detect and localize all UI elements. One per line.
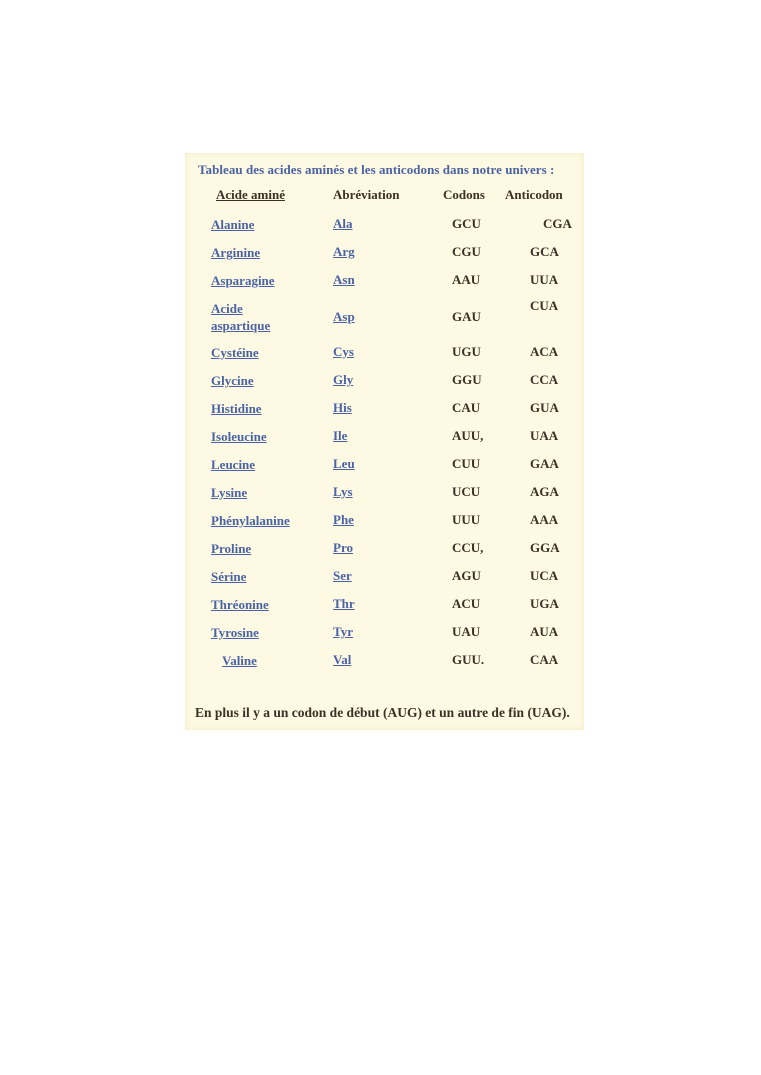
abbreviation-link[interactable]: Ala bbox=[333, 216, 353, 231]
amino-acid-card bbox=[185, 153, 584, 730]
table-row bbox=[185, 300, 584, 334]
header-amino-acid: Acide aminé bbox=[216, 187, 285, 202]
abbreviation-link[interactable]: Lys bbox=[333, 484, 353, 499]
header-anticodon: Anticodon bbox=[505, 187, 563, 202]
codon-value: UUU bbox=[452, 512, 481, 527]
anticodon-value: AAA bbox=[530, 512, 559, 527]
codon-value: UGU bbox=[452, 344, 481, 359]
amino-acid-link[interactable]: Phénylalanine bbox=[211, 513, 290, 528]
table-row bbox=[185, 244, 584, 264]
amino-acid-link[interactable]: Sérine bbox=[211, 569, 247, 584]
anticodon-value: UAA bbox=[530, 428, 559, 443]
table-row bbox=[185, 428, 584, 448]
codon-value: UAU bbox=[452, 624, 481, 639]
anticodon-value: UUA bbox=[530, 272, 559, 287]
anticodon-value: GAA bbox=[530, 456, 559, 471]
amino-acid-link[interactable]: Asparagine bbox=[211, 273, 275, 288]
anticodon-value: CUA bbox=[530, 298, 559, 313]
codon-value: GAU bbox=[452, 309, 481, 324]
amino-acid-link[interactable]: Valine bbox=[222, 653, 257, 668]
anticodon-value: CGA bbox=[543, 216, 572, 231]
abbreviation-link[interactable]: Ser bbox=[333, 568, 352, 583]
abbreviation-link[interactable]: Cys bbox=[333, 344, 354, 359]
table-row bbox=[185, 400, 584, 420]
amino-acid-link[interactable]: Glycine bbox=[211, 373, 254, 388]
codon-value: ACU bbox=[452, 596, 481, 611]
table-row bbox=[185, 512, 584, 532]
abbreviation-link[interactable]: Arg bbox=[333, 244, 355, 259]
amino-acid-link[interactable]: Tyrosine bbox=[211, 625, 259, 640]
table-row bbox=[185, 596, 584, 616]
amino-acid-link[interactable]: Leucine bbox=[211, 457, 256, 472]
amino-acid-link[interactable]: Cystéine bbox=[211, 345, 259, 360]
table-row bbox=[185, 344, 584, 364]
anticodon-value: UGA bbox=[530, 596, 559, 611]
anticodon-value: UCA bbox=[530, 568, 559, 583]
abbreviation-link[interactable]: His bbox=[333, 400, 352, 415]
codon-value: CGU bbox=[452, 244, 481, 259]
table-row bbox=[185, 216, 584, 236]
table-row bbox=[185, 456, 584, 476]
amino-acid-link[interactable]: Alanine bbox=[211, 217, 255, 232]
anticodon-value: AUA bbox=[530, 624, 559, 639]
header-codons: Codons bbox=[443, 187, 485, 202]
amino-acid-link[interactable]: Proline bbox=[211, 541, 252, 556]
abbreviation-link[interactable]: Val bbox=[333, 652, 352, 667]
abbreviation-link[interactable]: Pro bbox=[333, 540, 353, 555]
anticodon-value: GCA bbox=[530, 244, 559, 259]
anticodon-value: AGA bbox=[530, 484, 559, 499]
amino-acid-link[interactable]: Arginine bbox=[211, 245, 261, 260]
anticodon-value: ACA bbox=[530, 344, 559, 359]
table-row bbox=[185, 624, 584, 644]
table-row bbox=[185, 484, 584, 504]
abbreviation-link[interactable]: Phe bbox=[333, 512, 354, 527]
anticodon-value: CCA bbox=[530, 372, 559, 387]
amino-acid-link[interactable]: Acide aspartique bbox=[211, 301, 271, 333]
codon-value: GUU. bbox=[452, 652, 485, 667]
anticodon-value: GGA bbox=[530, 540, 560, 555]
abbreviation-link[interactable]: Ile bbox=[333, 428, 348, 443]
codon-value: UCU bbox=[452, 484, 481, 499]
anticodon-value: CAA bbox=[530, 652, 559, 667]
table-row bbox=[185, 568, 584, 588]
amino-acid-link[interactable]: Lysine bbox=[211, 485, 248, 500]
header-abbreviation: Abréviation bbox=[333, 187, 400, 202]
table-row bbox=[185, 372, 584, 392]
abbreviation-link[interactable]: Asn bbox=[333, 272, 355, 287]
abbreviation-link[interactable]: Thr bbox=[333, 596, 355, 611]
abbreviation-link[interactable]: Gly bbox=[333, 372, 354, 387]
codon-value: GCU bbox=[452, 216, 481, 231]
abbreviation-link[interactable]: Tyr bbox=[333, 624, 353, 639]
codon-value: AGU bbox=[452, 568, 481, 583]
amino-acid-link[interactable]: Thréonine bbox=[211, 597, 269, 612]
amino-acid-link[interactable]: Isoleucine bbox=[211, 429, 267, 444]
abbreviation-link[interactable]: Leu bbox=[333, 456, 355, 471]
table-row bbox=[185, 540, 584, 560]
table-row bbox=[185, 652, 584, 672]
table-row bbox=[185, 272, 584, 292]
codon-value: AUU, bbox=[452, 428, 484, 443]
table-title: Tableau des acides aminés et les anticodons dans notre univers : bbox=[198, 162, 555, 177]
codon-value: CAU bbox=[452, 400, 481, 415]
abbreviation-link[interactable]: Asp bbox=[333, 309, 355, 324]
codon-value: GGU bbox=[452, 372, 482, 387]
amino-acid-link[interactable]: Histidine bbox=[211, 401, 262, 416]
codon-value: CCU, bbox=[452, 540, 484, 555]
anticodon-value: GUA bbox=[530, 400, 559, 415]
footer-note: En plus il y a un codon de début (AUG) et un autre de fin (UAG). bbox=[195, 705, 570, 720]
codon-value: CUU bbox=[452, 456, 481, 471]
codon-value: AAU bbox=[452, 272, 481, 287]
